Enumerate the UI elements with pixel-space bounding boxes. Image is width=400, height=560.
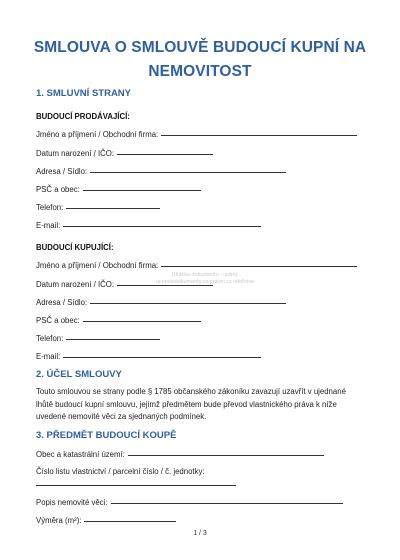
buyer-name-field[interactable]: Jméno a příjmení / Obchodní firma: <box>36 261 357 270</box>
seller-address-field[interactable]: Adresa / Sídlo: <box>36 167 286 176</box>
section-2-heading: 2. ÚČEL SMLOUVY <box>36 369 122 380</box>
buyer-address-field[interactable]: Adresa / Sídlo: <box>36 298 286 307</box>
buyer-email-field[interactable]: E-mail: <box>36 352 261 361</box>
buyer-zip-city-field[interactable]: PSČ a obec: <box>36 316 201 325</box>
document-title <box>20 36 380 84</box>
seller-email-field[interactable]: E-mail: <box>36 221 261 230</box>
buyer-birth-id-field[interactable]: Datum narození / IČO: <box>36 280 213 289</box>
section-3-heading: 3. PŘEDMĚT BUDOUCÍ KOUPĚ <box>36 430 177 441</box>
seller-heading: BUDOUCÍ PRODÁVAJÍCÍ: <box>36 112 130 121</box>
title-line-1: SMLOUVA O SMLOUVĚ BUDOUCÍ KUPNÍ NA <box>33 39 367 56</box>
purpose-paragraph: Touto smlouvou se strany podle § 1785 občanského zákoníku zavazují uzavřít v ujednané lhůtě budoucí kupní smlouvu, jejímž předmětem bude převod vlastnického práva k níže uvedené nemovité věci za sjednaných podmínek. <box>36 387 346 421</box>
area-field[interactable]: Výměra (m²): <box>36 516 176 525</box>
page-number: 1 / 3 <box>193 530 207 537</box>
title-line-2: NEMOVITOST <box>148 63 252 80</box>
seller-name-field[interactable]: Jméno a příjmení / Obchodní firma: <box>36 130 357 139</box>
seller-birth-id-field[interactable]: Datum narození / IČO: <box>36 149 213 158</box>
seller-zip-city-field[interactable]: PSČ a obec: <box>36 185 201 194</box>
property-description-field[interactable]: Popis nemovité věci: <box>36 498 343 507</box>
section-1-heading: 1. SMLUVNÍ STRANY <box>36 88 132 99</box>
parcel-number-field[interactable]: Číslo listu vlastnictví / parcelní číslo / č. jednotky: <box>36 467 205 476</box>
watermark: Ukázka dokumentu – zdroj: ucetnividokumenty.cz pravni.cz telefonie <box>155 272 255 285</box>
buyer-phone-field[interactable]: Telefon: <box>36 334 160 343</box>
buyer-heading: BUDOUCÍ KUPUJÍCÍ: <box>36 243 114 252</box>
parcel-number-line[interactable] <box>36 480 236 489</box>
seller-phone-field[interactable]: Telefon: <box>36 203 160 212</box>
municipality-field[interactable]: Obec a katastrální území: <box>36 450 324 459</box>
